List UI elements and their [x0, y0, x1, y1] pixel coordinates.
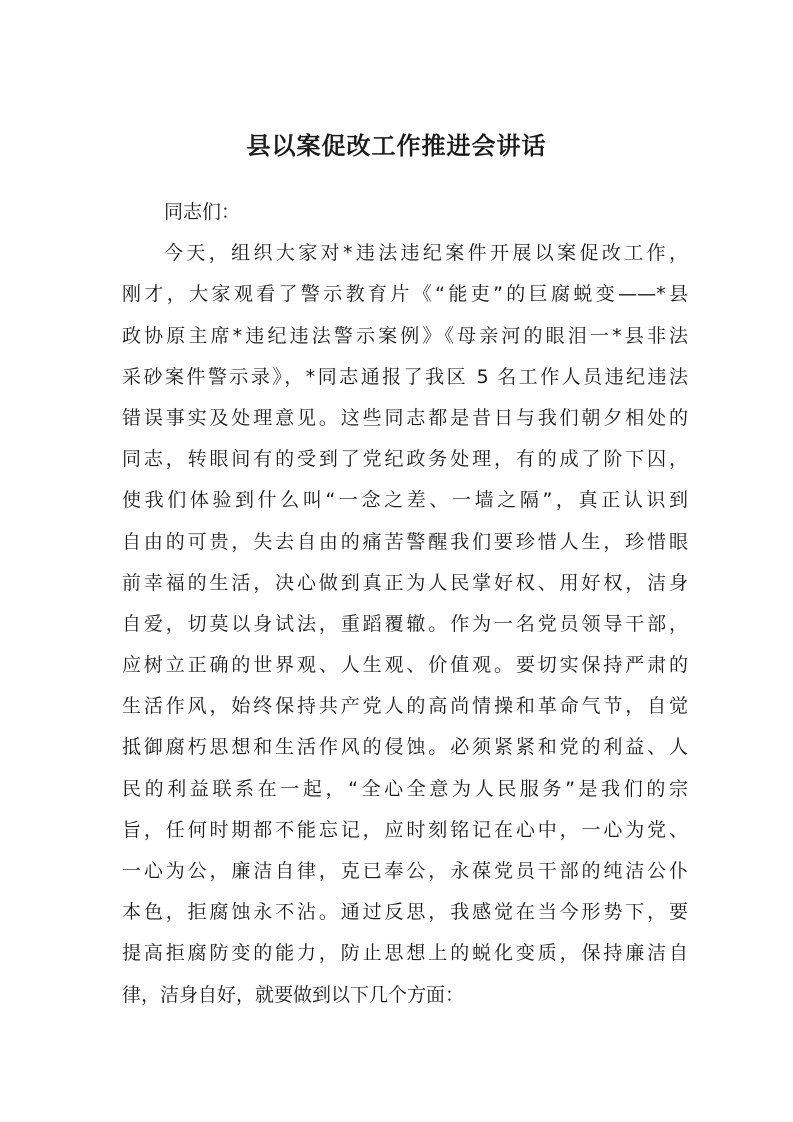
paragraph-line: 提高拒腐防变的能力，防止思想上的蜕化变质，保持廉洁自: [122, 942, 688, 965]
paragraph-line: 本色，拒腐蚀永不沾。通过反思，我感觉在当今形势下，要: [122, 901, 688, 924]
paragraph-line: 政协原主席*违纪违法警示案例》《母亲河的眼泪一*县非法: [122, 324, 688, 347]
paragraph-line: 使我们体验到什么叫“一念之差、一墙之隔”，真正认识到: [122, 489, 688, 512]
paragraph-line: 刚才，大家观看了警示教育片《“能吏”的巨腐蜕变——*县: [122, 283, 688, 306]
document-title: 县以案促改工作推进会讲话: [246, 132, 547, 160]
paragraph-line: 自爱，切莫以身试法，重蹈覆辙。作为一名党员领导干部，: [122, 612, 688, 635]
paragraph-line: 同志，转眼间有的受到了党纪政务处理，有的成了阶下囚，: [122, 448, 688, 471]
paragraph-line: 今天，组织大家对*违法违纪案件开展以案促改工作，: [164, 242, 688, 265]
paragraph-line: 错误事实及处理意见。这些同志都是昔日与我们朝夕相处的: [122, 406, 688, 429]
salutation: 同志们：: [164, 201, 241, 223]
paragraph-line: 生活作风，始终保持共产党人的高尚情操和革命气节，自觉: [122, 695, 688, 718]
paragraph-line: 应树立正确的世界观、人生观、价值观。要切实保持严肃的: [122, 654, 688, 677]
paragraph-line: 一心为公，廉洁自律，克已奉公，永葆党员干部的纯洁公仆: [122, 860, 688, 882]
paragraph-line: 采砂案件警示录》，*同志通报了我区 5 名工作人员违纪违法: [122, 365, 688, 388]
paragraph-line: 前幸福的生活，决心做到真正为人民掌好权、用好权，洁身: [122, 571, 688, 594]
document-body: [122, 192, 688, 1016]
paragraph-line: 民的利益联系在一起，“全心全意为人民服务”是我们的宗: [122, 777, 688, 800]
paragraph-line: 旨，任何时期都不能忘记，应时刻铭记在心中，一心为党、: [122, 818, 688, 841]
paragraph-line: 抵御腐朽思想和生活作风的侵蚀。必须紧紧和党的利益、人: [122, 736, 688, 759]
paragraph-line: 律，洁身自好，就要做到以下几个方面：: [122, 983, 465, 1006]
paragraph-line: 自由的可贵，失去自由的痛苦警醒我们要珍惜人生，珍惜眼: [122, 530, 688, 553]
